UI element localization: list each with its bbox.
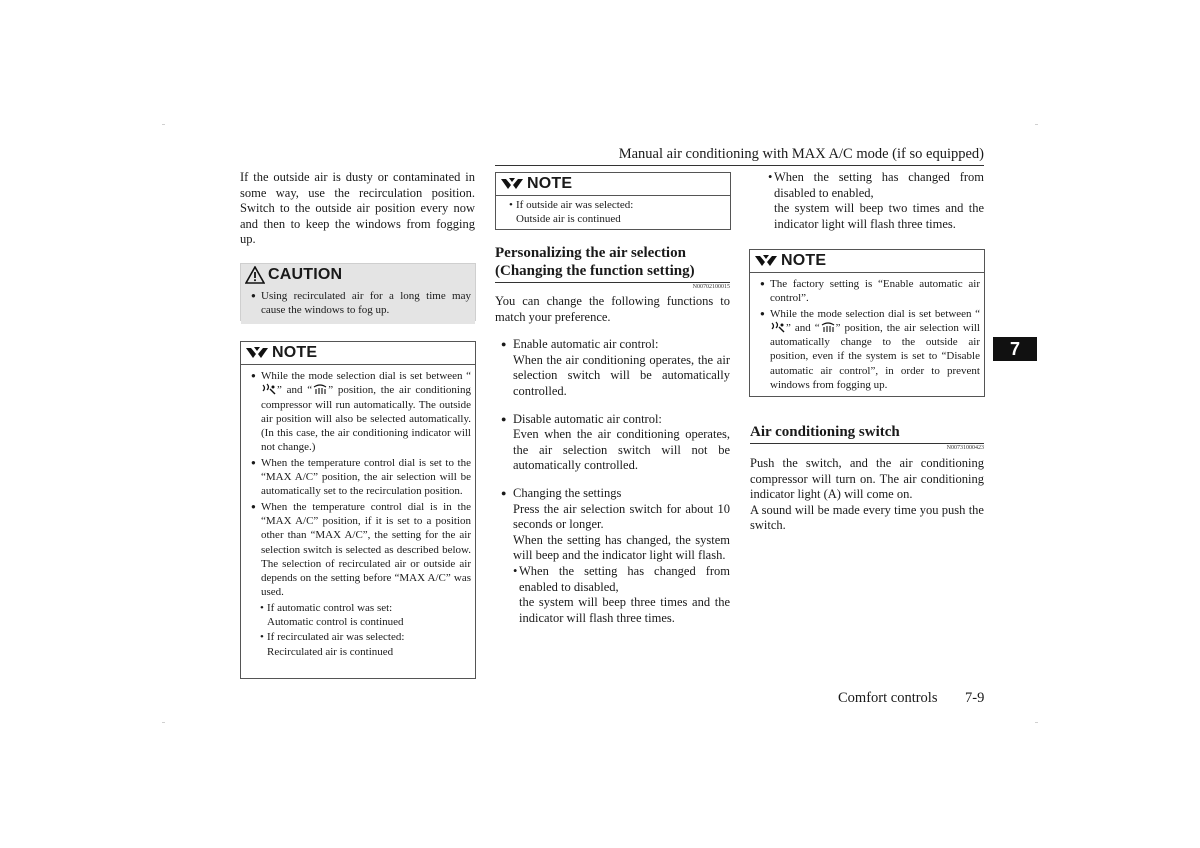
note-text: ” and “ <box>277 384 313 397</box>
section-text: Push the switch, and the air conditioning compressor will turn on. The air conditioning indicator light (A) will come on. <box>750 456 984 502</box>
caution-body <box>241 286 475 324</box>
note-header <box>496 173 730 196</box>
option-text: When the setting has changed, the system will beep and the indicator light will flash. <box>513 532 730 563</box>
section-code: N00731000423 <box>946 445 984 451</box>
section-text: A sound will be made every time you push the switch. <box>750 502 984 533</box>
footer-section-name: Comfort controls <box>838 690 938 706</box>
note-item: ● The factory setting is “Enable automatic air control”. <box>760 277 980 306</box>
section-title: (Changing the function setting) <box>495 263 695 279</box>
caution-item: ● Using recirculated air for a long time may cause the windows to fog up. <box>251 289 471 318</box>
section-intro: You can change the following functions to match your preference. <box>495 294 730 324</box>
note-box-middle <box>495 172 731 230</box>
option-title: Disable automatic air control: <box>513 411 662 426</box>
note-label: NOTE <box>527 175 573 192</box>
note-text: While the mode selection dial is set between “ <box>770 307 980 320</box>
option-subitem-text: the system will beep three times and the indicator will flash three times. <box>519 595 730 625</box>
note-item: ● When the temperature control dial is in the “MAX A/C” position, if it is set to a position other than “MAX A/C”, the setting for the air selection switch is selected as described below. The selection of recirculated air or outside air depends on the setting before “MAX A/C” was used. <box>251 500 471 600</box>
note-text: ” and “ <box>786 321 820 334</box>
note-hands-icon <box>245 345 269 361</box>
defrost-icon <box>312 383 328 395</box>
warning-icon <box>245 266 265 284</box>
section-code: N00702100015 <box>692 284 730 290</box>
note-label: NOTE <box>781 252 827 269</box>
note-item <box>251 369 471 455</box>
section-title: Personalizing the air selection <box>495 245 686 261</box>
note-body <box>750 273 984 398</box>
page-number: 7-9 <box>965 690 985 706</box>
bullet-icon: • <box>768 170 773 184</box>
note-subitems <box>251 601 471 659</box>
note-hands-icon <box>500 176 524 192</box>
note-body <box>496 196 730 232</box>
middle-column <box>495 244 730 626</box>
option-subitem-text: the system will beep two times and the indicator light will flash three times. <box>774 201 984 231</box>
note-box-right <box>749 249 985 397</box>
note-item: ● When the temperature control dial is set to the “MAX A/C” position, the air selection will be automatically set to the recirculation position. <box>251 456 471 499</box>
option-text: Press the air selection switch for about 10 seconds or longer. <box>513 501 730 532</box>
note-subitem-text: Outside air is continued <box>516 213 621 226</box>
caution-box <box>240 263 476 321</box>
bullet-icon: ● <box>501 339 507 350</box>
note-text: While the mode selection dial is set between “ <box>261 370 471 382</box>
note-box-left <box>240 341 476 679</box>
note-item <box>760 307 980 393</box>
note-subitem-text: Recirculated air is continued <box>267 645 394 658</box>
crop-mark <box>1035 722 1038 723</box>
option-text: When the air conditioning operates, the air selection switch will be automatically controlled. <box>513 352 730 398</box>
right-column-top <box>750 170 984 232</box>
option-subitem-title: When the setting has changed from disabled to enabled, <box>774 170 984 200</box>
crop-mark <box>1035 124 1038 125</box>
option-subitem-title: When the setting has changed from enabled to disabled, <box>519 563 730 594</box>
option-title: Changing the settings <box>513 485 622 500</box>
defrost-foot-icon <box>261 383 277 395</box>
bullet-icon: ● <box>501 487 507 498</box>
caution-label: CAUTION <box>268 266 343 283</box>
note-body <box>241 365 475 664</box>
note-header <box>750 250 984 273</box>
option-subitem <box>495 564 730 626</box>
note-hands-icon <box>754 253 778 269</box>
option-title: Enable automatic air control: <box>513 337 659 352</box>
defrost-foot-icon <box>770 321 786 333</box>
note-subitem-title: • If automatic control was set: <box>261 601 471 615</box>
left-column <box>240 170 475 248</box>
option-text: Even when the air conditioning operates, the air selection switch will not be automatically controlled. <box>513 427 730 473</box>
intro-paragraph: If the outside air is dusty or contaminated in some way, use the recirculation position. Switch to the outside air position every now and then to keep the windows from fogging up. <box>240 170 475 247</box>
crop-mark <box>162 124 165 125</box>
bullet-icon: • <box>513 563 518 578</box>
note-text: ” position, the air conditioning compressor will run automatically. The outside air position will also be selected automatically. (In this case, the air conditioning indicator will not change.) <box>261 384 471 454</box>
page-header-title: Manual air conditioning with MAX A/C mode (if so equipped) <box>618 146 984 162</box>
note-subitem-title: • If outside air was selected: <box>510 198 726 212</box>
bullet-icon: ● <box>501 413 507 424</box>
note-header <box>241 342 475 365</box>
section-title: Air conditioning switch <box>750 424 900 440</box>
note-label: NOTE <box>272 344 318 361</box>
option-item <box>495 486 730 564</box>
option-item <box>495 412 730 474</box>
option-item <box>495 337 730 399</box>
header-rule <box>495 165 984 166</box>
crop-mark <box>162 722 165 723</box>
chapter-tab: 7 <box>993 337 1037 361</box>
note-subitem-text: Automatic control is continued <box>267 616 404 629</box>
note-subitem-title: • If recirculated air was selected: <box>261 630 471 644</box>
defrost-icon <box>820 321 836 333</box>
caution-header <box>241 264 475 286</box>
note-text: ” position, the air selection will automatically change to the outside air position, even if the system is set to “Disable automatic air control”, in order to prevent windows from fogging up. <box>770 321 980 392</box>
option-subitem <box>750 170 984 232</box>
right-column-section <box>750 423 984 534</box>
